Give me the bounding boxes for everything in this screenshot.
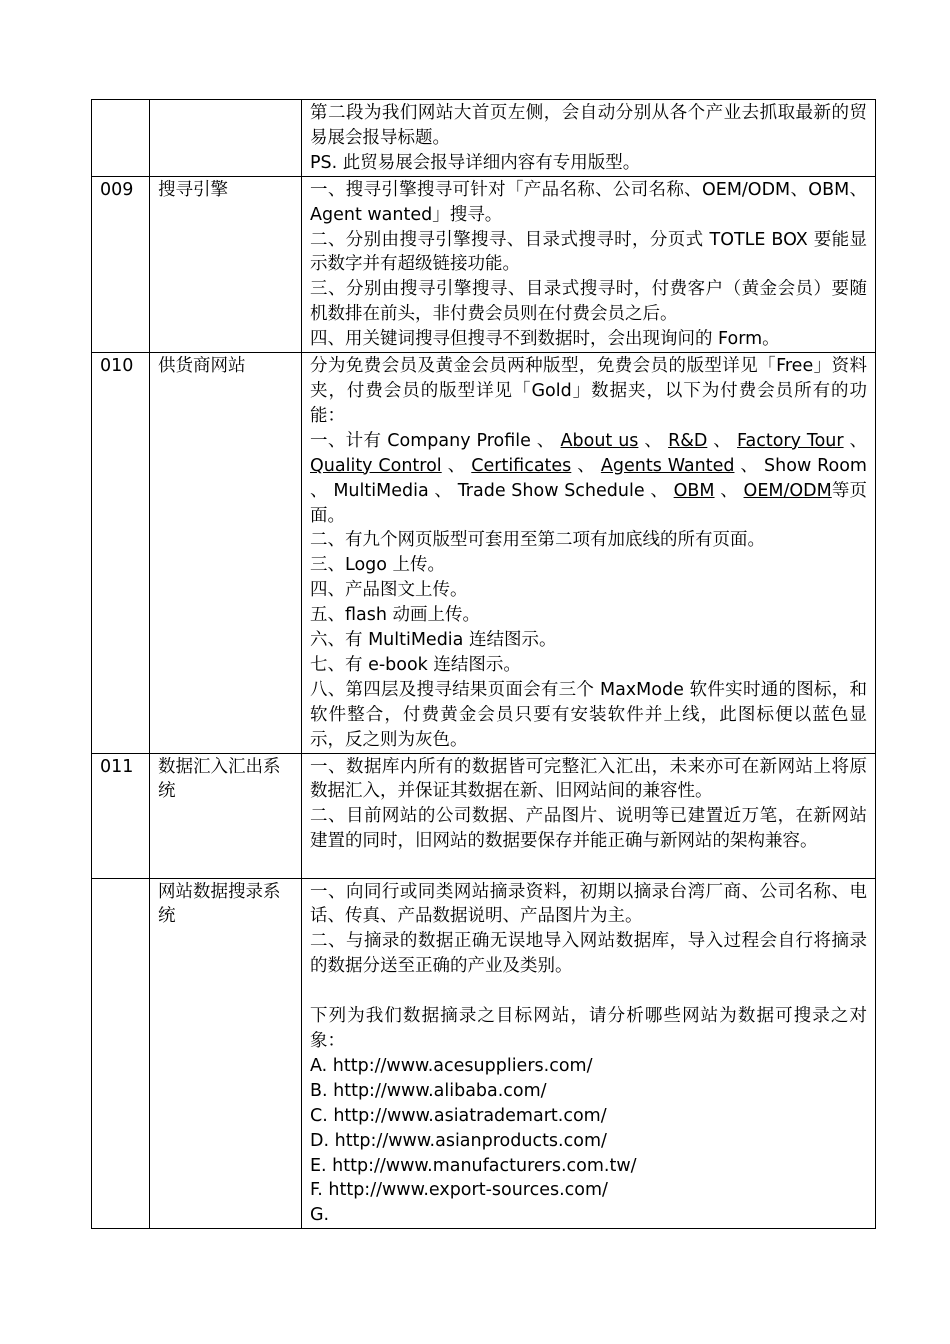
description-line: 下列为我们数据摘录之目标网站，请分析哪些网站为数据可搜录之对象： <box>310 1006 867 1051</box>
page-list-separator: 、 <box>644 480 674 501</box>
page-list-item: OBM <box>673 480 715 501</box>
page-list-suffix: 等页面。 <box>310 480 867 526</box>
row-item-name: 供货商网站 <box>150 353 302 754</box>
page-list-separator: 、 <box>734 455 765 476</box>
row-number: 011 <box>92 753 150 878</box>
target-site: C. http://www.asiatrademart.com/ <box>310 1105 607 1126</box>
description-line: 四、用关键词搜寻但搜寻不到数据时，会出现询问的 Form。 <box>310 329 780 350</box>
description-line: 一、搜寻引擎搜寻可针对「产品名称、公司名称、OEM/ODM、OBM、Agent wanted」搜寻。 <box>310 179 867 225</box>
page-list-line <box>310 429 867 529</box>
row-description <box>302 176 876 352</box>
page-list-separator: 、 <box>571 455 601 476</box>
target-site: E. http://www.manufacturers.com.tw/ <box>310 1155 637 1176</box>
target-site: B. http://www.alibaba.com/ <box>310 1080 547 1101</box>
table-row <box>92 878 876 1229</box>
page-list-item: About us <box>560 430 639 451</box>
description-line: 一、数据库内所有的数据皆可完整汇入汇出，未来亦可在新网站上将原数据汇入，并保证其数据在新、旧网站间的兼容性。 <box>310 756 867 802</box>
blank-line <box>310 979 867 1004</box>
description-line: 八、第四层及搜寻结果页面会有三个 MaxMode 软件实时通的图标，和软件整合，付费黄金会员只要有安装软件并上线，此图标便以蓝色显示，反之则为灰色。 <box>310 679 867 750</box>
description-line: 五、flash 动画上传。 <box>310 605 481 626</box>
page-list <box>310 431 867 501</box>
description-line: 二、与摘录的数据正确无误地导入网站数据库，导入过程会自行将摘录的数据分送至正确的产业及类别。 <box>310 931 867 977</box>
row-number: 009 <box>92 176 150 352</box>
page-list-separator: 、 <box>530 430 561 451</box>
page-list-item: Quality Control <box>310 455 442 476</box>
description-line: PS. 此贸易展会报导详细内容有专用版型。 <box>310 152 641 173</box>
page-list-item: OEM/ODM <box>743 480 832 501</box>
row-item-name: 网站数据搜录系统 <box>150 878 302 1229</box>
description-line: 三、Logo 上传。 <box>310 555 446 576</box>
target-site: F. http://www.export-sources.com/ <box>310 1180 608 1201</box>
page-list-separator: 、 <box>441 455 472 476</box>
description-line: 七、有 e-book 连结图示。 <box>310 654 521 675</box>
description-line: 二、目前网站的公司数据、产品图片、说明等已建置近万笔，在新网站建置的同时，旧网站的数据要保存并能正确与新网站的架构兼容。 <box>310 806 867 852</box>
page-list-separator: 、 <box>310 480 334 501</box>
description-line: 二、有九个网页版型可套用至第二项有加底线的所有页面。 <box>310 530 765 551</box>
page-list-item: R&D <box>668 430 708 451</box>
page-list-prefix: 一、计有 <box>310 430 382 451</box>
target-site: G. <box>310 1205 330 1226</box>
row-item-name <box>150 100 302 177</box>
page-list-separator: 、 <box>638 430 669 451</box>
page-list-item: Company Profile <box>387 430 531 451</box>
description-line: 四、产品图文上传。 <box>310 580 468 601</box>
table-row <box>92 176 876 352</box>
row-item-name: 数据汇入汇出系统 <box>150 753 302 878</box>
page-list-item: Agents Wanted <box>600 455 735 476</box>
description-line: 三、分别由搜寻引擎搜寻、目录式搜寻时，付费客户（黄金会员）要随机数排在前头，非付费会员则在付费会员之后。 <box>310 279 867 325</box>
row-description <box>302 353 876 754</box>
row-number <box>92 100 150 177</box>
page-list-item: Certificates <box>471 455 572 476</box>
page-list-separator: 、 <box>428 480 458 501</box>
table-row <box>92 100 876 177</box>
spec-table <box>91 99 876 1229</box>
description-line: 分为免费会员及黄金会员两种版型，免费会员的版型详见「Free」资料夹，付费会员的版型详见「Gold」数据夹，以下为付费会员所有的功能： <box>310 356 867 426</box>
page-list-item: MultiMedia <box>333 480 429 501</box>
page-list-separator: 、 <box>843 430 867 451</box>
row-number: 010 <box>92 353 150 754</box>
row-description <box>302 878 876 1229</box>
page-list-separator: 、 <box>707 430 738 451</box>
page-list-item: Factory Tour <box>737 430 844 451</box>
description-line: 二、分别由搜寻引擎搜寻、目录式搜寻时，分页式 TOTLE BOX 要能显示数字并有超级链接功能。 <box>310 229 867 275</box>
description-line: 第二段为我们网站大首页左侧，会自动分别从各个产业去抓取最新的贸易展会报导标题。 <box>310 103 867 148</box>
description-line: 一、向同行或同类网站摘录资料，初期以摘录台湾厂商、公司名称、电话、传真、产品数据说明、产品图片为主。 <box>310 881 867 927</box>
table-row <box>92 353 876 754</box>
row-description <box>302 753 876 878</box>
row-description <box>302 100 876 177</box>
page-list-item: Show Room <box>764 455 867 476</box>
table-row <box>92 753 876 878</box>
page-list-item: Trade Show Schedule <box>457 480 645 501</box>
page-list-separator: 、 <box>714 480 744 501</box>
row-number <box>92 878 150 1229</box>
target-site: A. http://www.acesuppliers.com/ <box>310 1055 593 1076</box>
description-line: 六、有 MultiMedia 连结图示。 <box>310 630 557 651</box>
row-item-name: 搜寻引擎 <box>150 176 302 352</box>
target-site: D. http://www.asianproducts.com/ <box>310 1130 607 1151</box>
